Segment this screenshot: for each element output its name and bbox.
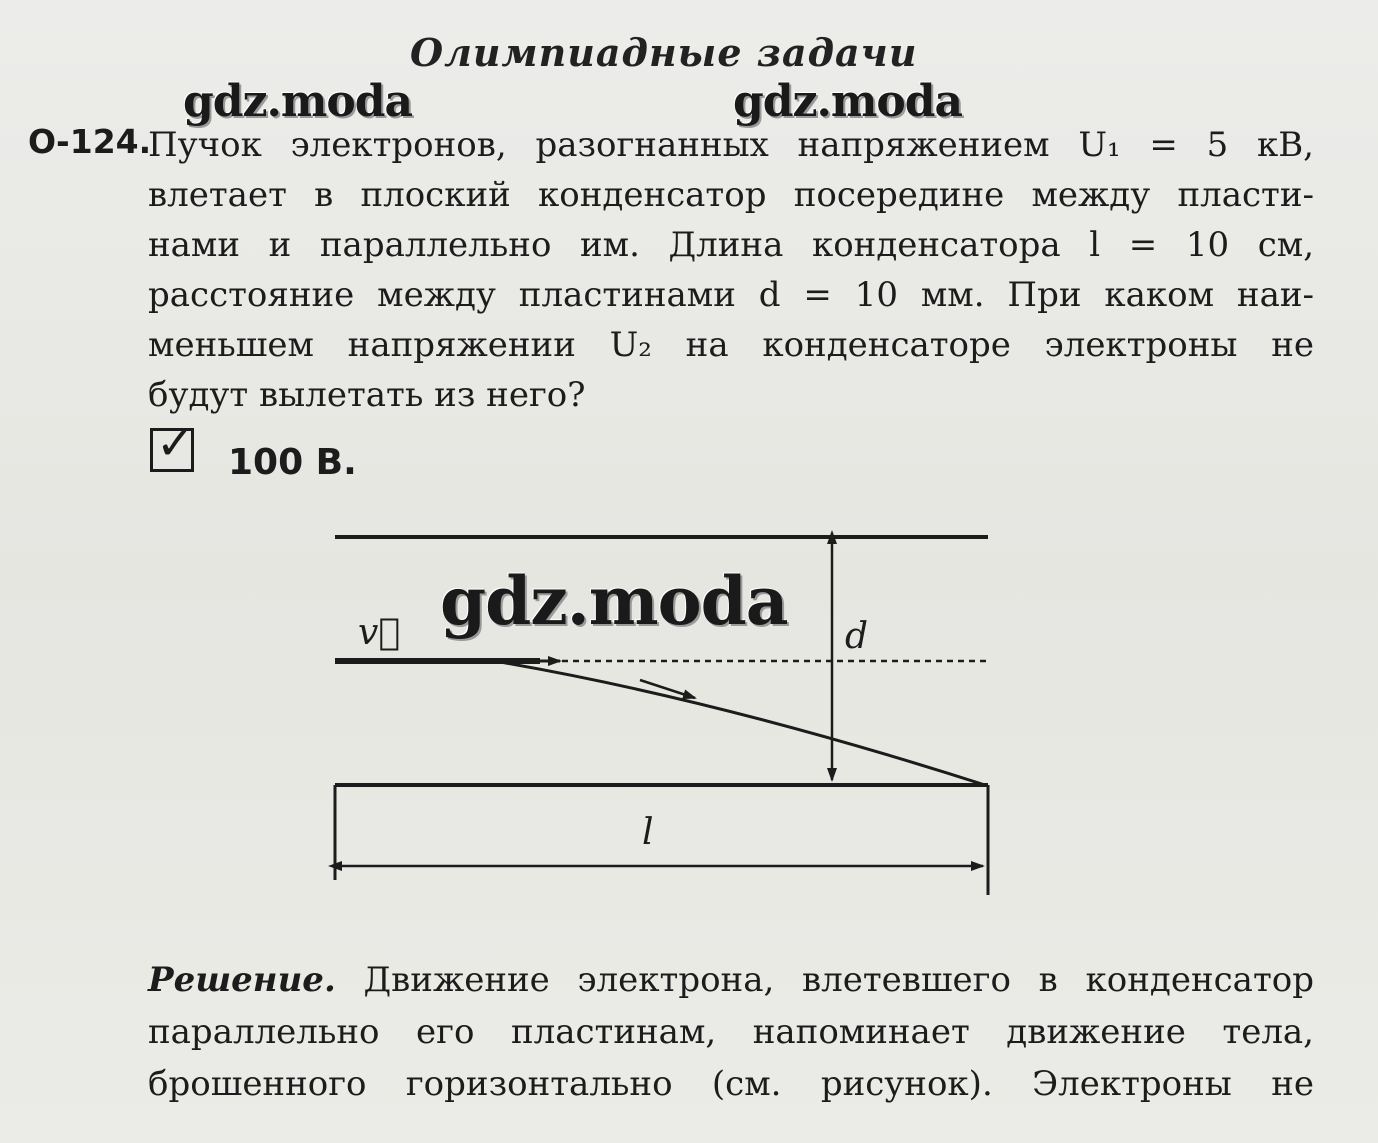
- electron-trajectory: [500, 662, 985, 785]
- watermark: gdz.moda: [183, 76, 413, 127]
- solution-line: брошенного горизонтально (см. рисунок). Электроны не: [148, 1064, 1314, 1104]
- section-heading: Олимпиадные задачи: [410, 30, 918, 75]
- checkmark-icon: ✓: [156, 416, 195, 470]
- trajectory-arrow: [640, 680, 695, 698]
- watermark: gdz.moda: [440, 562, 788, 640]
- problem-line: влетает в плоский конденсатор посередине между пласти-: [148, 175, 1314, 215]
- problem-line: расстояние между пластинами d = 10 мм. При каком наи-: [148, 275, 1314, 315]
- watermark: gdz.moda: [733, 76, 963, 127]
- problem-line: будут вылетать из него?: [148, 375, 586, 415]
- solution-line: [148, 954, 1314, 1006]
- velocity-label: v⃗: [358, 612, 400, 653]
- solution-line: параллельно его пластинам, напоминает движение тела,: [148, 1012, 1314, 1052]
- length-label: l: [642, 812, 654, 853]
- problem-number: О-124.: [28, 122, 152, 161]
- problem-line: меньшем напряжении U₂ на конденсаторе электроны не: [148, 325, 1314, 365]
- solution-text: [148, 954, 1314, 1110]
- problem-line: нами и параллельно им. Длина конденсатора l = 10 см,: [148, 225, 1314, 265]
- solution-line-rest: Движение электрона, влетевшего в конденсатор: [335, 960, 1314, 1000]
- answer-value: 100 В.: [228, 442, 357, 483]
- solution-lead: Решение.: [148, 960, 336, 1000]
- problem-line: Пучок электронов, разогнанных напряжением U₁ = 5 кВ,: [148, 125, 1314, 165]
- problem-statement: [148, 120, 1314, 420]
- distance-label: d: [845, 616, 869, 657]
